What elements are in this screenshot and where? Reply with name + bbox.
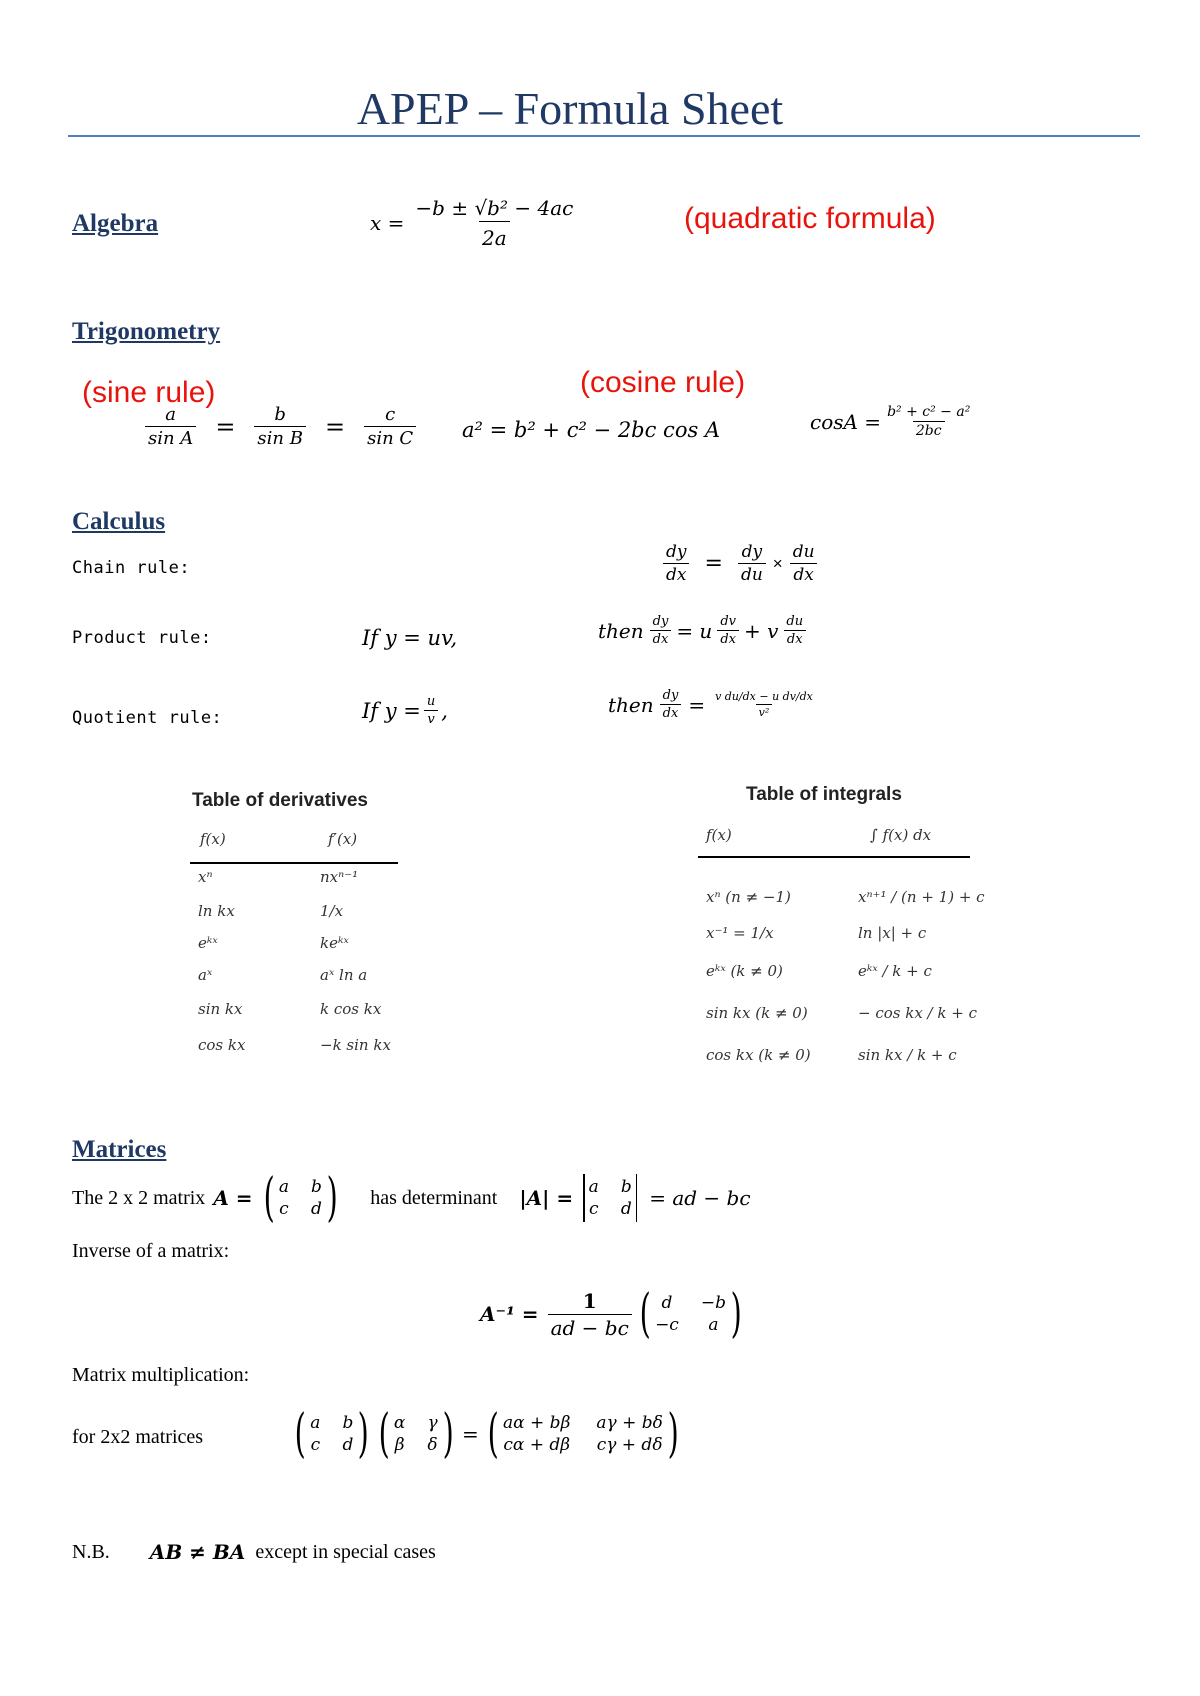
sine-rule-note: (sine rule) [82,376,216,409]
inverse-entry-4: a [708,1315,719,1335]
derivatives-row-2-fprime: keᵏˣ [320,934,349,952]
derivatives-row-5-fx: cos kx [198,1036,246,1054]
quadratic-lhs: x = [370,211,405,235]
result-entry-2: aγ + bδ [596,1413,663,1433]
integrals-row-1-integral: ln |x| + c [858,924,927,942]
determinant-intro: The 2 x 2 matrix [72,1186,206,1209]
cos-den: 2bc [913,421,945,439]
quotient-if-num: u [426,694,436,709]
integrals-table-title: Table of integrals [746,784,902,805]
matrix-a-entry-c: c [279,1199,289,1219]
integrals-row-0-integral: xⁿ⁺¹ / (n + 1) + c [858,888,985,906]
product-dx-3: dx [784,630,806,647]
integrals-row-3-integral: − cos kx / k + c [858,1004,977,1022]
quadratic-numerator: −b ± √b² − 4ac [415,196,574,220]
mult1-left-paren: ( [294,1404,306,1464]
multiplication-label: Matrix multiplication: [72,1364,250,1386]
quotient-eq: = [688,692,706,717]
quotient-dy: dy [662,688,679,703]
mult-result-matrix [483,1404,683,1464]
mult1-right-paren: ) [357,1404,370,1464]
mult2-entry-gamma: γ [427,1413,438,1433]
result-entry-1: aα + bβ [503,1413,571,1433]
inverse-entry-1: d [661,1293,673,1313]
sine-frac-c [364,404,416,449]
sine-frac-a [145,404,196,449]
chain-num-1: dy [666,542,687,562]
det-right-bar [636,1174,638,1222]
result-left-paren: ( [487,1404,499,1464]
mult2-left-paren: ( [378,1404,390,1464]
quotient-rhs-den: v² [756,704,773,719]
matrix-a-entries [279,1177,322,1219]
nb-label: N.B. [72,1540,110,1563]
determinant-line [72,1168,751,1228]
det-entry-d: d [620,1199,632,1219]
page-title: APEP – Formula Sheet [356,83,784,134]
chain-times: × [772,553,783,573]
mult2-entry-alpha: α [393,1413,406,1433]
det-rhs: = ad − bc [649,1186,751,1210]
sine-eq-1: = [215,412,236,441]
quotient-rule-if [362,694,448,727]
det-left-bar [583,1174,585,1222]
derivatives-row-3-fprime: aˣ ln a [320,966,368,984]
inverse-matrix [635,1284,747,1344]
product-du: du [786,614,804,629]
product-rule-if: If y = uv, [362,626,458,650]
integrals-header-fx: f(x) [706,826,732,844]
cosine-rule-formula: a² = b² + c² − 2bc cos A [462,418,721,442]
quotient-comma: , [441,698,448,723]
quotient-rule-then [608,688,819,721]
derivatives-row-3-fx: aˣ [198,966,213,984]
inverse-den: ad − bc [548,1314,632,1340]
det-matrix-entries [589,1177,632,1219]
quotient-if-fraction [424,694,438,727]
result-entries [503,1413,663,1455]
sine-den-c: sin C [364,426,416,449]
integrals-row-3-fx: sin kx (k ≠ 0) [706,1004,808,1022]
chain-frac-1 [663,542,690,585]
sine-rule-formula [142,404,419,449]
matrix-a-left-paren: ( [263,1168,275,1228]
inverse-fraction [548,1289,632,1340]
inverse-entry-2: −b [700,1293,726,1313]
mult1-entry-b: b [342,1413,354,1433]
det-entry-c: c [588,1199,599,1219]
chain-den-2: du [738,563,766,585]
product-dydx [650,614,672,647]
quadratic-fraction [412,196,576,250]
result-entry-3: cα + dβ [503,1435,571,1455]
inverse-left-paren: ( [639,1284,651,1344]
result-entry-4: cγ + dδ [596,1435,663,1455]
product-rule-label: Product rule: [72,628,212,648]
integrals-row-2-integral: eᵏˣ / k + c [858,962,932,980]
mult-matrix-1 [290,1404,374,1464]
mult2-right-paren: ) [442,1404,454,1464]
derivatives-row-4-fx: sin kx [198,1000,243,1018]
quotient-dydx [660,688,682,721]
derivatives-header-fprime: f′(x) [328,830,358,848]
mult1-entry-d: d [342,1435,354,1455]
cos-fraction [884,404,973,439]
derivatives-row-1-fprime: 1/x [320,902,344,920]
for-2x2-label: for 2x2 matrices [72,1426,204,1448]
det-entry-b: b [620,1177,632,1197]
matrices-heading: Matrices [72,1136,167,1163]
product-plus-v: + v [743,618,779,643]
matrix-a [259,1168,343,1228]
product-dx-1: dx [650,630,672,647]
derivatives-header-rule [190,862,398,864]
sine-den-b: sin B [254,426,306,449]
product-rule-then [598,614,809,647]
chain-rule-label: Chain rule: [72,558,191,578]
mult-matrix-2 [374,1404,458,1464]
quadratic-note: (quadratic formula) [684,202,936,235]
quadratic-formula [370,196,579,250]
chain-frac-3 [790,542,818,585]
derivatives-row-4-fprime: k cos kx [320,1000,382,1018]
integrals-row-4-integral: sin kx / k + c [858,1046,957,1064]
sine-eq-2: = [324,412,346,441]
quotient-rhs-num: v du/dx − u dv/dx [715,690,813,703]
product-dx-2: dx [717,630,739,647]
title-divider [68,135,1140,137]
chain-num-3: du [792,542,815,562]
derivatives-row-2-fx: eᵏˣ [198,934,218,952]
inverse-matrix-entries [655,1293,726,1335]
product-dv: dv [720,614,736,629]
matrix-a-lhs: A = [213,1186,253,1210]
derivatives-table-title: Table of derivatives [192,790,368,811]
mult-eq: = [461,1422,479,1446]
mult1-entry-c: c [310,1435,321,1455]
cos-lhs: cosA = [810,409,882,434]
mult2-entry-delta: δ [427,1435,438,1455]
nb-text: except in special cases [255,1540,436,1563]
mult1-entry-a: a [310,1413,321,1433]
trigonometry-heading: Trigonometry [72,318,221,345]
chain-eq: = [704,551,723,576]
chain-den-3: dx [790,563,816,585]
sine-num-c: c [385,404,396,425]
integrals-row-2-fx: eᵏˣ (k ≠ 0) [706,962,783,980]
chain-num-2: dy [741,542,763,562]
inverse-label: Inverse of a matrix: [72,1240,230,1262]
inverse-right-paren: ) [730,1284,742,1344]
mult1-entries [310,1413,353,1455]
derivatives-row-0-fx: xⁿ [198,868,213,886]
product-dudx [783,614,806,647]
matrix-a-entry-b: b [311,1177,322,1197]
det-entry-a: a [588,1177,599,1197]
quotient-rhs-fraction [712,690,816,719]
integrals-header-rule [698,856,970,858]
nb-line [72,1540,436,1564]
sine-den-a: sin A [145,426,196,449]
integrals-header-integral: ∫ f(x) dx [870,826,932,844]
multiplication-formula [290,1404,683,1464]
cosine-rule-note: (cosine rule) [580,366,746,399]
chain-rule-formula [660,542,821,585]
derivatives-row-1-fx: ln kx [198,902,235,920]
det-lhs: |A| = [519,1186,574,1210]
cos-rearranged-formula [810,404,976,439]
product-eq-u: = u [676,618,713,643]
quotient-then-word: then [608,692,654,717]
quotient-if-text: If y = [362,698,421,723]
quadratic-denominator: 2a [479,221,510,250]
matrix-a-entry-a: a [278,1177,289,1197]
result-right-paren: ) [667,1404,679,1464]
sine-num-a: a [165,404,177,425]
inverse-entry-3: −c [655,1315,679,1335]
mult2-entries [394,1413,438,1455]
derivatives-header-fx: f(x) [200,830,226,848]
product-dy: dy [652,614,669,629]
sine-frac-b [254,404,306,449]
integrals-row-0-fx: xⁿ (n ≠ −1) [706,888,791,906]
quotient-if-den: v [424,710,437,727]
sine-num-b: b [274,404,286,425]
nb-formula: AB ≠ BA [149,1540,246,1564]
inverse-num: 1 [582,1288,597,1313]
chain-den-1: dx [663,563,689,585]
matrix-a-right-paren: ) [326,1168,338,1228]
matrix-a-entry-d: d [311,1199,322,1219]
quotient-dx: dx [660,704,682,721]
derivatives-row-5-fprime: −k sin kx [320,1036,391,1054]
quotient-rule-label: Quotient rule: [72,708,223,728]
integrals-row-4-fx: cos kx (k ≠ 0) [706,1046,811,1064]
product-dvdx [717,614,739,647]
calculus-heading: Calculus [72,508,166,535]
cos-num: b² + c² − a² [887,404,971,420]
inverse-lhs: A⁻¹ = [480,1302,539,1326]
integrals-row-1-fx: x⁻¹ = 1/x [706,924,774,942]
inverse-formula [480,1284,746,1344]
det-matrix [579,1174,641,1222]
mult2-entry-beta: β [394,1435,405,1455]
chain-frac-2 [738,542,766,585]
algebra-heading: Algebra [72,210,159,237]
has-determinant-text: has determinant [370,1186,498,1209]
product-then-word: then [598,618,644,643]
derivatives-row-0-fprime: nxⁿ⁻¹ [320,868,359,886]
